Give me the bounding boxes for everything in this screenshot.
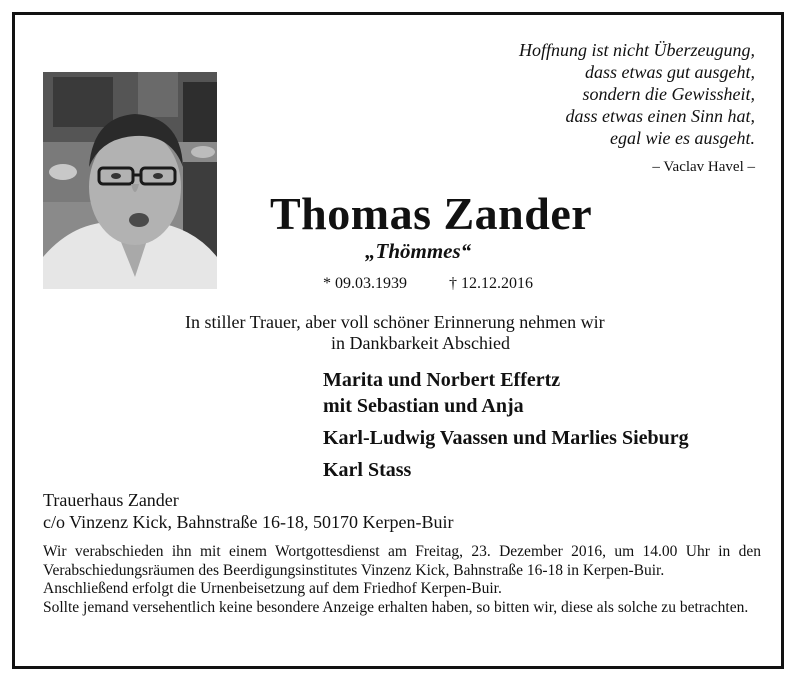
- family-entry: mit Sebastian und Anja: [323, 395, 524, 417]
- quote-block: [519, 39, 755, 149]
- death-date: † 12.12.2016: [449, 275, 533, 292]
- service-paragraph: Wir verabschieden ihn mit einem Wortgottesdienst am Freitag, 23. Dezember 2016, um 14.00 Uhr in den Verabschiedungsräumen des Beerdigungsinstitutes Vinzenz Kick, Bahnstraße 16-18 in Kerpen-Buir.: [43, 543, 761, 579]
- request-paragraph: Sollte jemand versehentlich keine besondere Anzeige erhalten haben, so bitten wir, diese als solche zu betrachten.: [43, 598, 749, 616]
- family-entry: Marita und Norbert Effertz: [323, 369, 561, 391]
- quote-line: egal wie es ausgeht.: [610, 128, 755, 148]
- portrait-image: [43, 72, 217, 289]
- address-line-1: Trauerhaus Zander: [43, 490, 179, 510]
- mourning-line-1: In stiller Trauer, aber voll schöner Erinnerung nehmen wir: [185, 312, 605, 332]
- quote-line: Hoffnung ist nicht Überzeugung,: [519, 40, 755, 60]
- mourning-text: [185, 312, 605, 354]
- quote-author: – Vaclav Havel –: [652, 159, 755, 175]
- obituary-frame: [12, 12, 784, 669]
- mourning-line-2: in Dankbarkeit Abschied: [331, 333, 510, 353]
- family-list: [323, 367, 689, 489]
- family-entry: Karl Stass: [323, 459, 412, 481]
- deceased-name: Thomas Zander: [270, 188, 593, 239]
- quote-line: dass etwas gut ausgeht,: [584, 62, 755, 82]
- family-entry: Karl-Ludwig Vaassen und Marlies Sieburg: [323, 427, 689, 449]
- service-notice: [43, 543, 761, 617]
- burial-paragraph: Anschließend erfolgt die Urnenbeisetzung auf dem Friedhof Kerpen-Buir.: [43, 580, 502, 597]
- deceased-nickname: „Thömmes“: [365, 239, 472, 263]
- mourning-address: [43, 489, 453, 533]
- address-line-2: c/o Vinzenz Kick, Bahnstraße 16-18, 50170 Kerpen-Buir: [43, 512, 454, 532]
- birth-date: * 09.03.1939: [323, 275, 407, 292]
- quote-line: sondern die Gewissheit,: [582, 84, 755, 104]
- life-dates: [323, 275, 533, 293]
- quote-line: dass etwas einen Sinn hat,: [565, 106, 755, 126]
- portrait-photo: [43, 72, 217, 289]
